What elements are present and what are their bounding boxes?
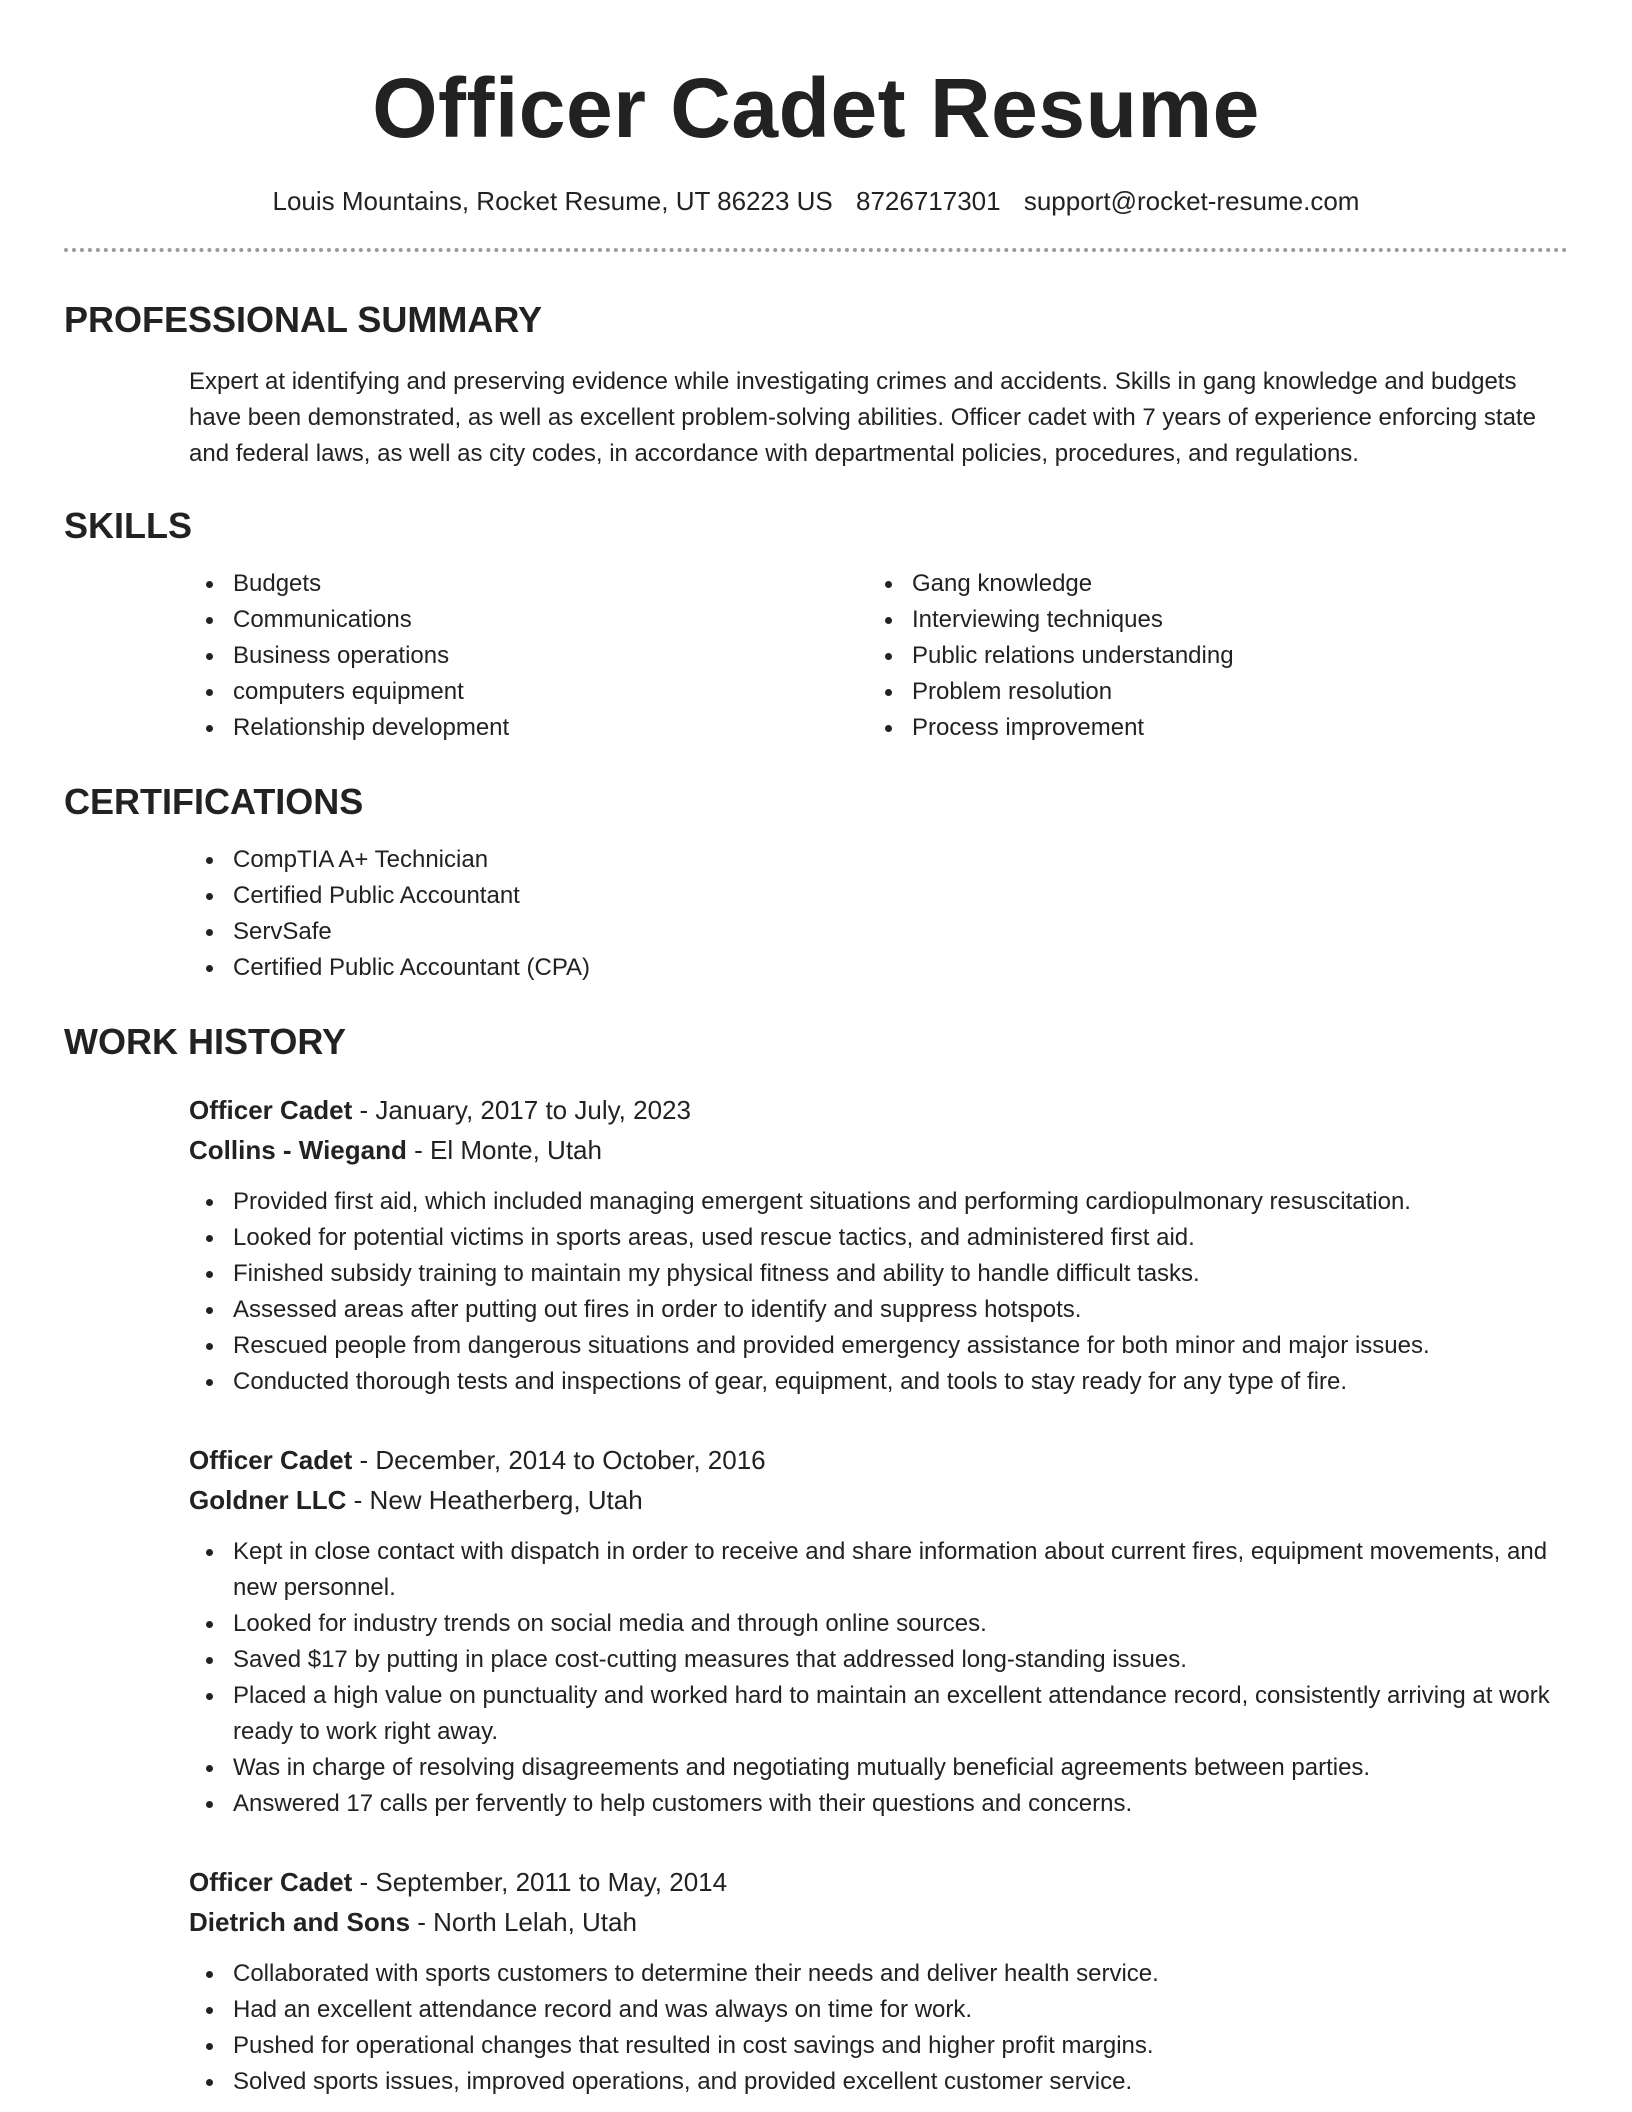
job-duty: Kept in close contact with dispatch in order to receive and share information about current fires, equipment movements, and new personnel. — [189, 1534, 1568, 1606]
job-location: - El Monte, Utah — [406, 1135, 602, 1165]
skills-list-left — [189, 566, 868, 746]
page-title: Officer Cadet Resume — [372, 61, 1260, 155]
summary-section — [64, 298, 1568, 472]
certification-item: CompTIA A+ Technician — [189, 842, 1568, 878]
resume-page — [64, 0, 1568, 2100]
summary-text: Expert at identifying and preserving evidence while investigating crimes and accidents. Skills in gang knowledge and budgets have been demonstrated, as well as excellent problem-solving abilities. Officer cadet with 7 years of experience enforcing state and federal laws, as well as city codes, in accordance with departmental policies, procedures, and regulations. — [189, 368, 1536, 467]
job-duty: Rescued people from dangerous situations and provided emergency assistance for both minor and major issues. — [189, 1328, 1568, 1364]
skill-item: Process improvement — [868, 710, 1547, 746]
skill-item: Interviewing techniques — [868, 602, 1547, 638]
job-duty: Conducted thorough tests and inspections of gear, equipment, and tools to stay ready for any type of fire. — [189, 1364, 1568, 1400]
job-duty: Had an excellent attendance record and was always on time for work. — [189, 1992, 1568, 2028]
certification-item: ServSafe — [189, 914, 1568, 950]
job-duties-list — [189, 1956, 1568, 2100]
job-dates: - September, 2011 to May, 2014 — [352, 1867, 728, 1897]
skill-item: computers equipment — [189, 674, 868, 710]
contact-email: support@rocket-resume.com — [1023, 186, 1360, 216]
job-title: Officer Cadet — [189, 1867, 353, 1897]
work-history-section — [64, 1020, 1568, 2100]
job-location: - New Heatherberg, Utah — [346, 1485, 643, 1515]
job-company-line — [189, 1130, 1568, 1170]
job-company: Dietrich and Sons — [189, 1907, 411, 1937]
job-duty: Assessed areas after putting out fires in order to identify and suppress hotspots. — [189, 1292, 1568, 1328]
job-title: Officer Cadet — [189, 1445, 353, 1475]
skills-section — [64, 504, 1568, 746]
job-entry — [189, 1440, 1568, 1822]
skill-item: Gang knowledge — [868, 566, 1547, 602]
job-title-line — [189, 1862, 1568, 1902]
work-history-heading: WORK HISTORY — [64, 1021, 347, 1062]
skills-column-left — [189, 566, 868, 746]
job-duty: Was in charge of resolving disagreements and negotiating mutually beneficial agreements between parties. — [189, 1750, 1568, 1786]
job-dates: - December, 2014 to October, 2016 — [352, 1445, 766, 1475]
skills-grid — [189, 566, 1568, 746]
certifications-heading: CERTIFICATIONS — [64, 781, 364, 822]
job-company: Goldner LLC — [189, 1485, 347, 1515]
job-entry — [189, 1862, 1568, 2100]
summary-heading: PROFESSIONAL SUMMARY — [64, 299, 543, 340]
job-title-line — [189, 1440, 1568, 1480]
job-duty: Saved $17 by putting in place cost-cutting measures that addressed long-standing issues. — [189, 1642, 1568, 1678]
skills-list-right — [868, 566, 1547, 746]
skill-item: Problem resolution — [868, 674, 1547, 710]
certifications-block — [189, 842, 1568, 986]
job-title-line — [189, 1090, 1568, 1130]
job-duty: Finished subsidy training to maintain my physical fitness and ability to handle difficult tasks. — [189, 1256, 1568, 1292]
job-location: - North Lelah, Utah — [410, 1907, 637, 1937]
job-company: Collins - Wiegand — [189, 1135, 407, 1165]
job-duty: Placed a high value on punctuality and worked hard to maintain an excellent attendance record, consistently arriving at work ready to work right away. — [189, 1678, 1568, 1750]
certifications-section — [64, 780, 1568, 986]
job-duties-list — [189, 1184, 1568, 1400]
skills-column-right — [868, 566, 1547, 746]
certifications-list — [189, 842, 1568, 986]
skill-item: Relationship development — [189, 710, 868, 746]
job-duty: Looked for potential victims in sports areas, used rescue tactics, and administered first aid. — [189, 1220, 1568, 1256]
job-duty: Collaborated with sports customers to determine their needs and deliver health service. — [189, 1956, 1568, 1992]
header-divider — [64, 248, 1568, 252]
job-duty: Solved sports issues, improved operations, and provided excellent customer service. — [189, 2064, 1568, 2100]
job-dates: - January, 2017 to July, 2023 — [352, 1095, 691, 1125]
skill-item: Communications — [189, 602, 868, 638]
job-company-line — [189, 1480, 1568, 1520]
job-duty: Answered 17 calls per fervently to help customers with their questions and concerns. — [189, 1786, 1568, 1822]
contact-address: Louis Mountains, Rocket Resume, UT 86223 US — [272, 186, 833, 216]
certification-item: Certified Public Accountant — [189, 878, 1568, 914]
job-duty: Looked for industry trends on social media and through online sources. — [189, 1606, 1568, 1642]
job-duties-list — [189, 1534, 1568, 1822]
skill-item: Budgets — [189, 566, 868, 602]
skills-heading: SKILLS — [64, 505, 193, 546]
job-duty: Pushed for operational changes that resulted in cost savings and higher profit margins. — [189, 2028, 1568, 2064]
certification-item: Certified Public Accountant (CPA) — [189, 950, 1568, 986]
skill-item: Business operations — [189, 638, 868, 674]
job-title: Officer Cadet — [189, 1095, 353, 1125]
job-duty: Provided first aid, which included managing emergent situations and performing cardiopulmonary resuscitation. — [189, 1184, 1568, 1220]
contact-line — [64, 184, 1568, 218]
contact-phone: 8726717301 — [856, 186, 1001, 216]
job-entry — [189, 1090, 1568, 1400]
skill-item: Public relations understanding — [868, 638, 1547, 674]
job-company-line — [189, 1902, 1568, 1942]
